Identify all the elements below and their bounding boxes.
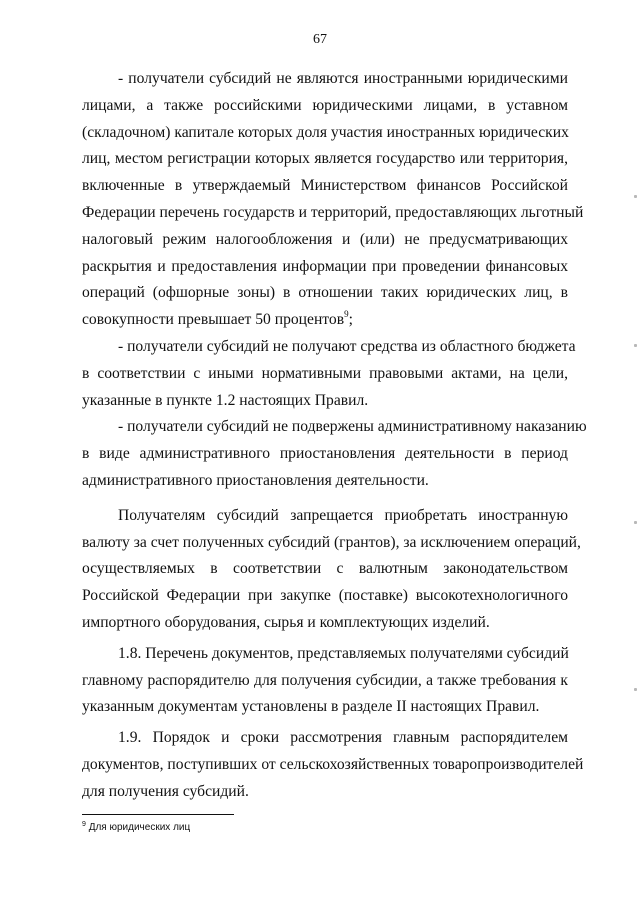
text-line: осуществляемых в соответствии с валютным законодательством xyxy=(82,560,568,578)
text-line: валюту за счет полученных субсидий (грантов), за исключением операций, xyxy=(82,533,581,551)
text-line-content: совокупности превышает 50 процентов xyxy=(82,311,345,329)
document-body xyxy=(82,66,587,806)
text-line: Федерации перечень государств и территорий, предоставляющих льготный xyxy=(82,203,584,221)
text-line: для получения субсидий. xyxy=(82,782,249,800)
text-line: главному распорядителю для получения субсидии, а также требования к xyxy=(82,671,568,689)
scan-margin-mark xyxy=(634,688,637,691)
footnote xyxy=(82,821,190,835)
footnote-text: Для юридических лиц xyxy=(88,822,191,833)
text-line: налоговый режим налогообложения и (или) не предусматривающих xyxy=(82,230,568,248)
text-line: административного приостановления деятельности. xyxy=(82,471,429,489)
paragraph-administrative-penalty xyxy=(82,414,587,494)
scan-margin-mark xyxy=(634,195,637,198)
text-line: указанным документам установлены в разделе II настоящих Правил. xyxy=(82,698,540,716)
paragraph-regional-budget xyxy=(82,334,576,414)
scan-margin-mark xyxy=(634,344,637,347)
page-number: 67 xyxy=(313,32,327,47)
text-line: 1.8. Перечень документов, представляемых получателями субсидий xyxy=(118,644,569,662)
paragraph-1-8-documents xyxy=(82,641,568,721)
text-line: - получатели субсидий не получают средства из областного бюджета xyxy=(118,337,576,355)
footnote-marker: 9 xyxy=(82,821,86,828)
text-line: Российской Федерации при закупке (поставке) высокотехнологичного xyxy=(82,587,568,605)
text-line: включенные в утверждаемый Министерством финансов Российской xyxy=(82,177,568,195)
text-line: лицами, а также российскими юридическими лицами, в уставном xyxy=(82,96,568,114)
paragraph-gap xyxy=(82,495,568,503)
text-line: Получателям субсидий запрещается приобретать иностранную xyxy=(118,506,568,524)
footnote-separator xyxy=(82,814,234,815)
text-line-with-footnote xyxy=(82,307,568,334)
footnote-reference[interactable]: 9 xyxy=(344,309,349,320)
text-line: раскрытия и предоставления информации при проведении финансовых xyxy=(82,257,568,275)
text-line: операций (офшорные зоны) в отношении таких юридических лиц, в xyxy=(82,284,568,302)
paragraph-foreign-entities xyxy=(82,66,584,334)
text-line-tail: ; xyxy=(348,311,353,329)
text-line: - получатели субсидий не подвержены административному наказанию xyxy=(118,418,587,436)
text-line: импортного оборудования, сырья и комплектующих изделий. xyxy=(82,613,490,631)
paragraph-currency-prohibition xyxy=(82,503,581,637)
text-line: - получатели субсидий не являются иностранными юридическими xyxy=(118,70,568,87)
text-line: указанные в пункте 1.2 настоящих Правил. xyxy=(82,391,369,409)
scan-margin-mark xyxy=(634,521,637,524)
text-line: лиц, местом регистрации которых является государство или территория, xyxy=(82,150,568,168)
text-line: документов, поступивших от сельскохозяйственных товаропроизводителей xyxy=(82,755,584,773)
text-line: в соответствии с иными нормативными правовыми актами, на цели, xyxy=(82,364,568,382)
text-line: (складочном) капитале которых доля участия иностранных юридических xyxy=(82,123,569,141)
text-line: в виде административного приостановления деятельности в период xyxy=(82,445,568,463)
text-line: 1.9. Порядок и сроки рассмотрения главным распорядителем xyxy=(118,729,568,747)
paragraph-1-9-review-procedure xyxy=(82,725,584,805)
